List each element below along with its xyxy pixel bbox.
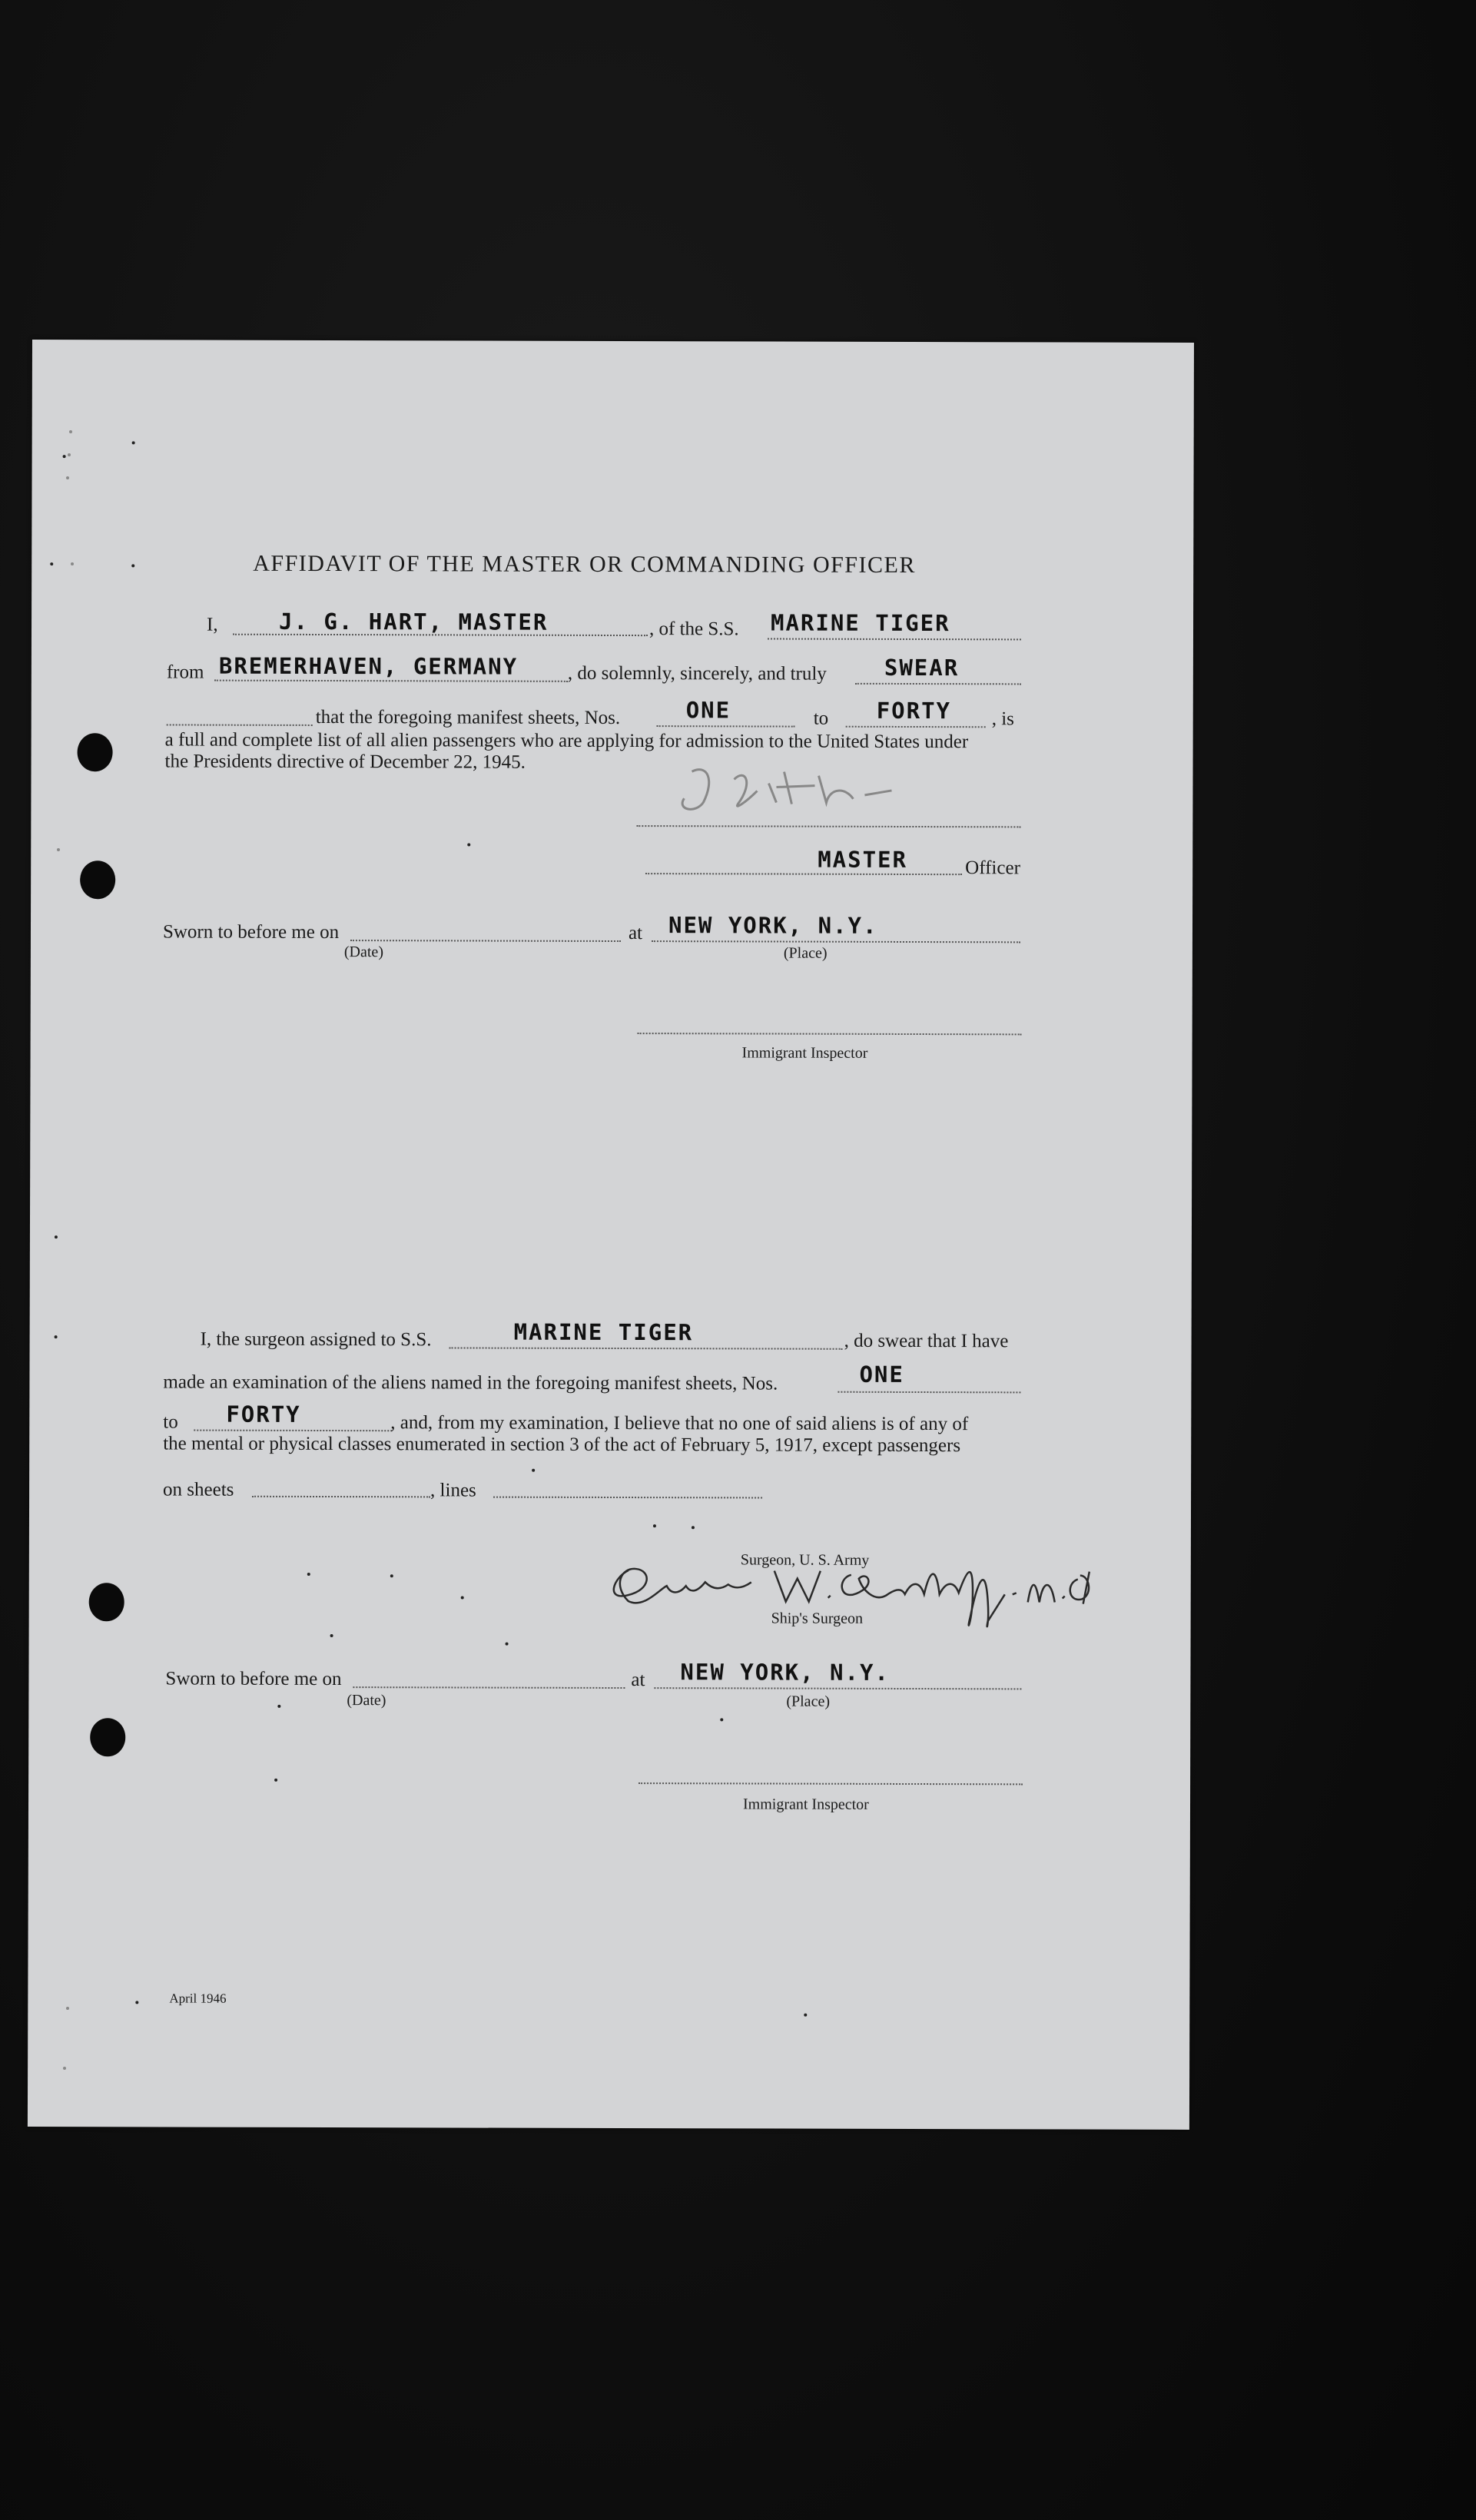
place-line (654, 1687, 1021, 1689)
speck (274, 1779, 277, 1782)
to-text: to (813, 708, 829, 729)
speck (307, 1573, 310, 1576)
speck (461, 1596, 464, 1599)
document-page (28, 340, 1194, 2130)
place-caption: (Place) (783, 944, 828, 962)
surgeon-at-text: at (631, 1670, 645, 1691)
affidavit-line3: the Presidents directive of December 22, 1945. (164, 751, 526, 773)
signature-line (636, 825, 1020, 827)
speck (330, 1634, 333, 1637)
dotted-line (768, 638, 1021, 641)
speck (63, 2067, 66, 2070)
surgeon-sworn-place: NEW YORK, N.Y. (680, 1659, 890, 1686)
date-line (350, 940, 621, 942)
speck (55, 1235, 58, 1238)
speck (532, 1469, 535, 1472)
place-line (652, 940, 1020, 943)
from-text: from (166, 662, 204, 683)
speck (390, 1574, 393, 1577)
dotted-line (214, 680, 568, 682)
dotted-line (449, 1347, 843, 1349)
lines-text: , lines (430, 1480, 476, 1501)
ship-name: MARINE TIGER (770, 609, 950, 637)
surgeon-ship-name: MARINE TIGER (513, 1318, 694, 1346)
speck (63, 455, 66, 458)
oath-word: SWEAR (884, 654, 960, 681)
date-line (353, 1686, 625, 1689)
speck (506, 1643, 509, 1646)
speck (135, 2001, 138, 2004)
sworn-text: Sworn to before me on (162, 921, 340, 943)
surgeon-to-text: to (163, 1411, 178, 1433)
origin-port: BREMERHAVEN, GERMANY (218, 652, 519, 680)
dotted-line (645, 873, 962, 875)
affidavit-line2: a full and complete list of all alien passengers who are applying for admission to the United States under (164, 729, 969, 753)
inspector-line (638, 1782, 1023, 1785)
affidavit-i: I, (206, 614, 218, 635)
manifest-text: that the foregoing manifest sheets, Nos. (315, 706, 621, 729)
inspector-line (638, 1033, 1022, 1035)
of-the-ss-text: , of the S.S. (648, 618, 739, 640)
speck (804, 2014, 807, 2017)
speck (720, 1718, 723, 1721)
date-caption: (Date) (343, 943, 384, 961)
speck (50, 562, 53, 565)
speck (692, 1526, 695, 1529)
dotted-line (846, 726, 986, 728)
is-text: , is (991, 708, 1014, 730)
speck (55, 1335, 58, 1338)
form-date: April 1946 (169, 1991, 227, 2006)
surgeon-line4: the mental or physical classes enumerated in section 3 of the act of February 5, 1917, except passengers (163, 1433, 961, 1457)
dotted-line (657, 725, 795, 727)
surgeon-sworn-text: Sworn to before me on (165, 1668, 342, 1690)
inspector-caption: Immigrant Inspector (741, 1044, 868, 1062)
at-text: at (628, 923, 643, 944)
speck (653, 1524, 656, 1527)
dotted-line (493, 1497, 762, 1499)
sheet-to: FORTY (876, 697, 952, 724)
speck (66, 476, 69, 479)
punch-hole (80, 860, 115, 899)
surgeon-place-caption: (Place) (786, 1693, 831, 1710)
surgeon-line1: I, the surgeon assigned to S.S. (200, 1328, 432, 1351)
dotted-line (838, 1391, 1020, 1394)
punch-hole (90, 1718, 125, 1756)
dotted-line (252, 1496, 430, 1498)
master-name: J. G. HART, MASTER (278, 608, 549, 635)
ships-surgeon-caption: Ship's Surgeon (771, 1610, 864, 1627)
solemnly-text: , do solemnly, sincerely, and truly (567, 662, 827, 685)
affidavit-title: AFFIDAVIT OF THE MASTER OR COMMANDING OFFICER (253, 550, 916, 579)
speck (69, 430, 72, 433)
speck (68, 453, 71, 456)
speck (277, 1705, 280, 1708)
surgeon-date-caption: (Date) (347, 1692, 386, 1709)
speck (71, 562, 74, 565)
surgeon-army-caption: Surgeon, U. S. Army (740, 1551, 870, 1569)
surgeon-inspector-caption: Immigrant Inspector (742, 1796, 869, 1813)
surgeon-sheet-from: ONE (859, 1361, 904, 1388)
officer-text: Officer (965, 857, 1020, 879)
punch-hole (78, 733, 113, 771)
master-title: MASTER (818, 846, 908, 873)
surgeon-line1-end: , do swear that I have (844, 1330, 1009, 1352)
sheet-from: ONE (685, 697, 731, 724)
speck (132, 441, 135, 444)
dotted-line (194, 1430, 392, 1432)
speck (467, 843, 470, 846)
master-signature (661, 756, 922, 821)
surgeon-line2: made an examination of the aliens named in the foregoing manifest sheets, Nos. (163, 1371, 778, 1394)
speck (131, 564, 134, 567)
dotted-line (167, 724, 313, 725)
punch-hole (89, 1583, 124, 1621)
dotted-line (855, 683, 1021, 685)
speck (57, 848, 60, 851)
surgeon-line3: , and, from my examination, I believe that no one of said aliens is of any of (390, 1412, 969, 1435)
on-sheets-text: on sheets (163, 1479, 234, 1500)
surgeon-sheet-to: FORTY (226, 1401, 301, 1427)
speck (66, 2007, 69, 2010)
sworn-place: NEW YORK, N.Y. (668, 912, 878, 939)
